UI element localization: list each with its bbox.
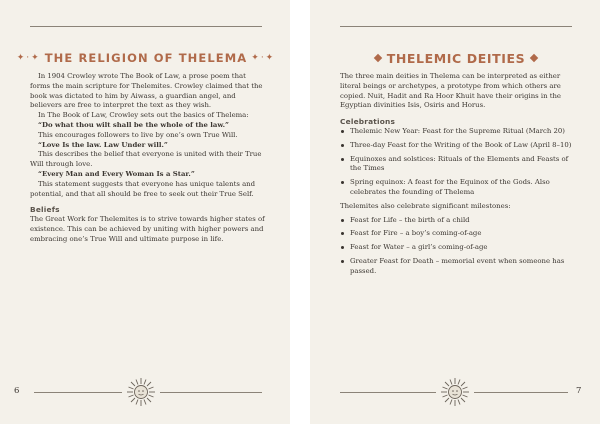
milestones-intro: Thelemites also celebrate significant milestones:	[340, 201, 511, 210]
list-item: Equinoxes and solstices: Rituals of the Elements and Feasts of the Times	[340, 155, 576, 175]
list-item: Greater Feast for Death – memorial event when someone has passed.	[340, 257, 576, 277]
intro-paragraph: In 1904 Crowley wrote The Book of Law, a prose poem that forms the main scripture for Thelemites. Crowley claimed that the book was dictated to him by Aiwass, a guardian angel, and believers are free to interpret the text as they wish.	[30, 72, 263, 110]
page-number: 6	[14, 386, 20, 396]
section-title-row	[16, 48, 276, 68]
explanation-1: This encourages followers to live by one’s own True Will.	[38, 130, 238, 139]
list-item: Spring equinox: A feast for the Equinox of the Gods. Also celebrates the founding of Thelema	[340, 178, 576, 198]
body-text	[340, 72, 576, 281]
sun-emblem-icon	[440, 377, 470, 407]
quote-2: “Love Is the law. Law Under will.”	[38, 140, 168, 149]
list-item: Feast for Water – a girl’s coming-of-age	[340, 243, 576, 253]
section-title-row	[340, 48, 572, 68]
list-item: Feast for Fire – a boy’s coming-of-age	[340, 229, 576, 239]
explanation-2: This describes the belief that everyone is united with their True Will through love.	[30, 150, 262, 169]
page-number: 7	[576, 386, 582, 396]
deities-intro: The three main deities in Thelema can be interpreted as either literal beings or archetypes, a prototype from which others are copied. Nuit, Hadit and Ra Hoor Khuit have their origins in the Egyptian divinities Isis, Osiris and Horus.	[340, 72, 561, 110]
right-page	[310, 0, 600, 424]
diamond-ornament-icon	[530, 54, 538, 62]
page-footer	[310, 377, 600, 407]
list-item: Feast for Life – the birth of a child	[340, 216, 576, 226]
star-ornament-icon: ✦·✦	[251, 53, 276, 63]
page-title: THELEMIC DEITIES	[386, 50, 526, 66]
list-item: Three-day Feast for the Writing of the Book of Law (April 8–10)	[340, 141, 576, 151]
diamond-ornament-icon	[373, 54, 381, 62]
beliefs-paragraph: The Great Work for Thelemites is to strive towards higher states of existence. This can be achieved by uniting with higher powers and embracing one’s True Will and ultimate purpose in life.	[30, 215, 265, 243]
star-ornament-icon: ✦·✦	[16, 53, 41, 63]
basics-paragraph: In The Book of Law, Crowley sets out the basics of Thelema:	[38, 111, 249, 120]
list-item: Thelemic New Year: Feast for the Supreme Ritual (March 20)	[340, 127, 576, 137]
milestones-list	[340, 216, 576, 277]
gutter	[290, 0, 310, 424]
top-rule	[340, 26, 572, 27]
quote-1: “Do what thou wilt shall be the whole of the law.”	[38, 120, 229, 129]
quote-3: “Every Man and Every Woman Is a Star.”	[38, 169, 195, 178]
beliefs-heading: Beliefs	[30, 205, 60, 215]
left-page	[0, 0, 290, 424]
body-text	[30, 72, 266, 245]
celebrations-heading: Celebrations	[340, 117, 396, 127]
top-rule	[30, 26, 262, 27]
sun-emblem-icon	[126, 377, 156, 407]
celebrations-list	[340, 127, 576, 198]
explanation-3: This statement suggests that everyone has unique talents and potential, and that all should be free to seek out their True Self.	[30, 179, 256, 198]
page-title: THE RELIGION OF THELEMA	[44, 51, 248, 65]
page-footer	[0, 377, 290, 407]
